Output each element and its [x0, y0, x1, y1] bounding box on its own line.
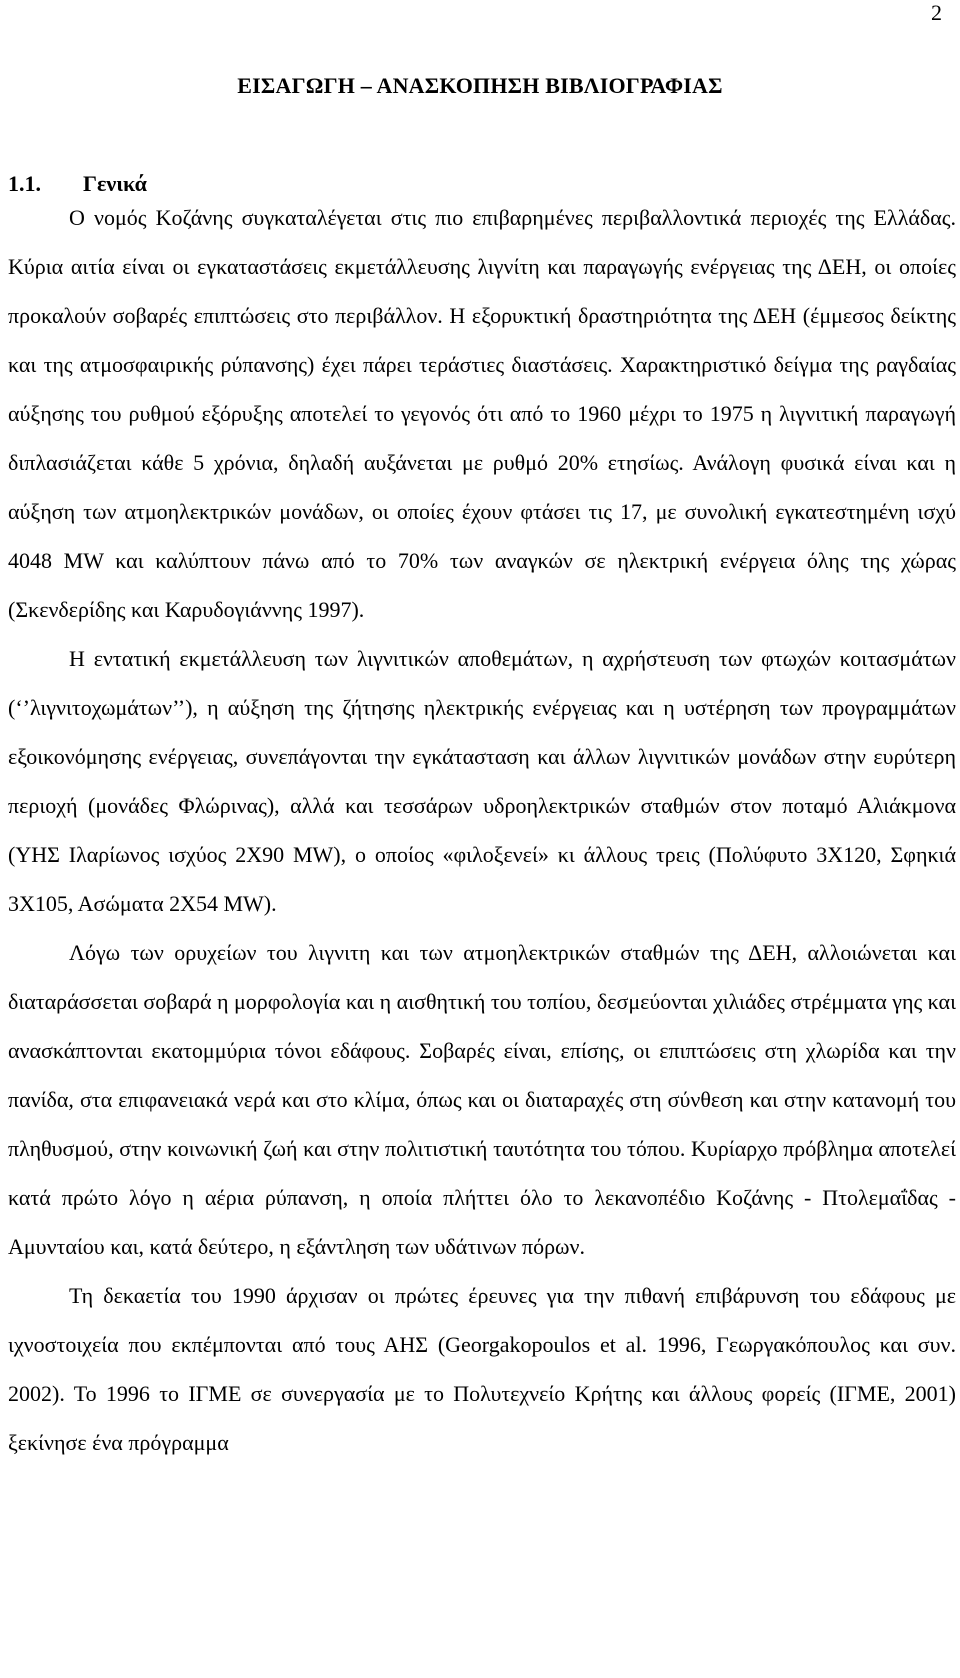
- paragraph-4: Τη δεκαετία του 1990 άρχισαν οι πρώτες έρευνες για την πιθανή επιβάρυνση του εδάφους με ιχνοστοιχεία που εκπέμπονται από τους ΑΗΣ (Georgakopoulos et al. 1996, Γεωργακόπουλος και συν. 2002). Το 1996 το ΙΓΜΕ σε συνεργασία με το Πολυτεχνείο Κρήτης και άλλους φορείς (ΙΓΜΕ, 2001) ξεκίνησε ένα πρόγραμμα: [8, 1283, 956, 1455]
- paragraph-2: Η εντατική εκμετάλλευση των λιγνιτικών αποθεμάτων, η αχρήστευση των φτωχών κοιτασμάτων (‘’λιγνιτοχωμάτων’’), η αύξηση της ζήτησης ηλεκτρικής ενέργειας και η υστέρηση των προγραμμάτων εξοικονόμησης ενέργειας, συνεπάγονται την εγκάτασταση και άλλων λιγνιτικών μονάδων στην ευρύτερη περιοχή (μονάδες Φλώρινας), αλλά και τεσσάρων υδροηλεκτρικών σταθμών στον ποταμό Αλιάκμονα (ΥΗΣ Ιλαρίωνος ισχύος 2Χ90 MW), ο οποίος «φιλοξενεί» κι άλλους τρεις (Πολύφυτο 3Χ120, Σφηκιά 3Χ105, Ασώματα 2Χ54 MW).: [8, 646, 956, 916]
- section-number: 1.1.: [8, 171, 41, 196]
- section-title: Γενικά: [83, 171, 147, 196]
- paragraph-1: Ο νομός Κοζάνης συγκαταλέγεται στις πιο επιβαρημένες περιβαλλοντικά περιοχές της Ελλάδας. Κύρια αιτία είναι οι εγκαταστάσεις εκμετάλλευσης λιγνίτη και παραγωγής ενέργειας της ΔΕΗ, οι οποίες προκαλούν σοβαρές επιπτώσεις στο περιβάλλον. Η εξορυκτική δραστηριότητα της ΔΕΗ (έμμεσος δείκτης και της ατμοσφαιρικής ρύπανσης) έχει πάρει τεράστιες διαστάσεις. Χαρακτηριστικό δείγμα της ραγδαίας αύξησης του ρυθμού εξόρυξης αποτελεί το γεγονός ότι από το 1960 μέχρι το 1975 η λιγνιτική παραγωγή διπλασιάζεται κάθε 5 χρόνια, δηλαδή αυξάνεται με ρυθμό 20% ετησίως. Ανάλογη φυσικά είναι και η αύξηση των ατμοηλεκτρικών μονάδων, οι οποίες έχουν φτάσει τις 17, με συνολική εγκατεστημένη ισχύ 4048 MW και καλύπτουν πάνω από το 70% των αναγκών σε ηλεκτρική ενέργεια όλης της χώρας (Σκενδερίδης και Καρυδογιάννης 1997).: [8, 205, 956, 622]
- page-number: 2: [931, 0, 942, 25]
- chapter-title: ΕΙΣΑΓΩΓΗ – ΑΝΑΣΚΟΠΗΣΗ ΒΙΒΛΙΟΓΡΑΦΙΑΣ: [237, 73, 723, 98]
- body-text: [8, 193, 956, 1467]
- paragraph-3: Λόγω των ορυχείων του λιγνιτη και των ατμοηλεκτρικών σταθμών της ΔΕΗ, αλλοιώνεται και διαταράσσεται σοβαρά η μορφολογία και η αισθητική του τοπίου, δεσμεύονται χιλιάδες στρέμματα γης και ανασκάπτονται εκατομμύρια τόνοι εδάφους. Σοβαρές είναι, επίσης, οι επιπτώσεις στη χλωρίδα και την πανίδα, στα επιφανειακά νερά και στο κλίμα, όπως και οι διαταραχές στη σύνθεση και στην κατανομή του πληθυσμού, στην κοινωνική ζωή και στην πολιτιστική ταυτότητα του τόπου. Κυρίαρχο πρόβλημα αποτελεί κατά πρώτο λόγο η αέρια ρύπανση, η οποία πλήττει όλο το λεκανοπέδιο Κοζάνης - Πτολεμαΐδας - Αμυνταίου και, κατά δεύτερο, η εξάντληση των υδάτινων πόρων.: [8, 940, 956, 1259]
